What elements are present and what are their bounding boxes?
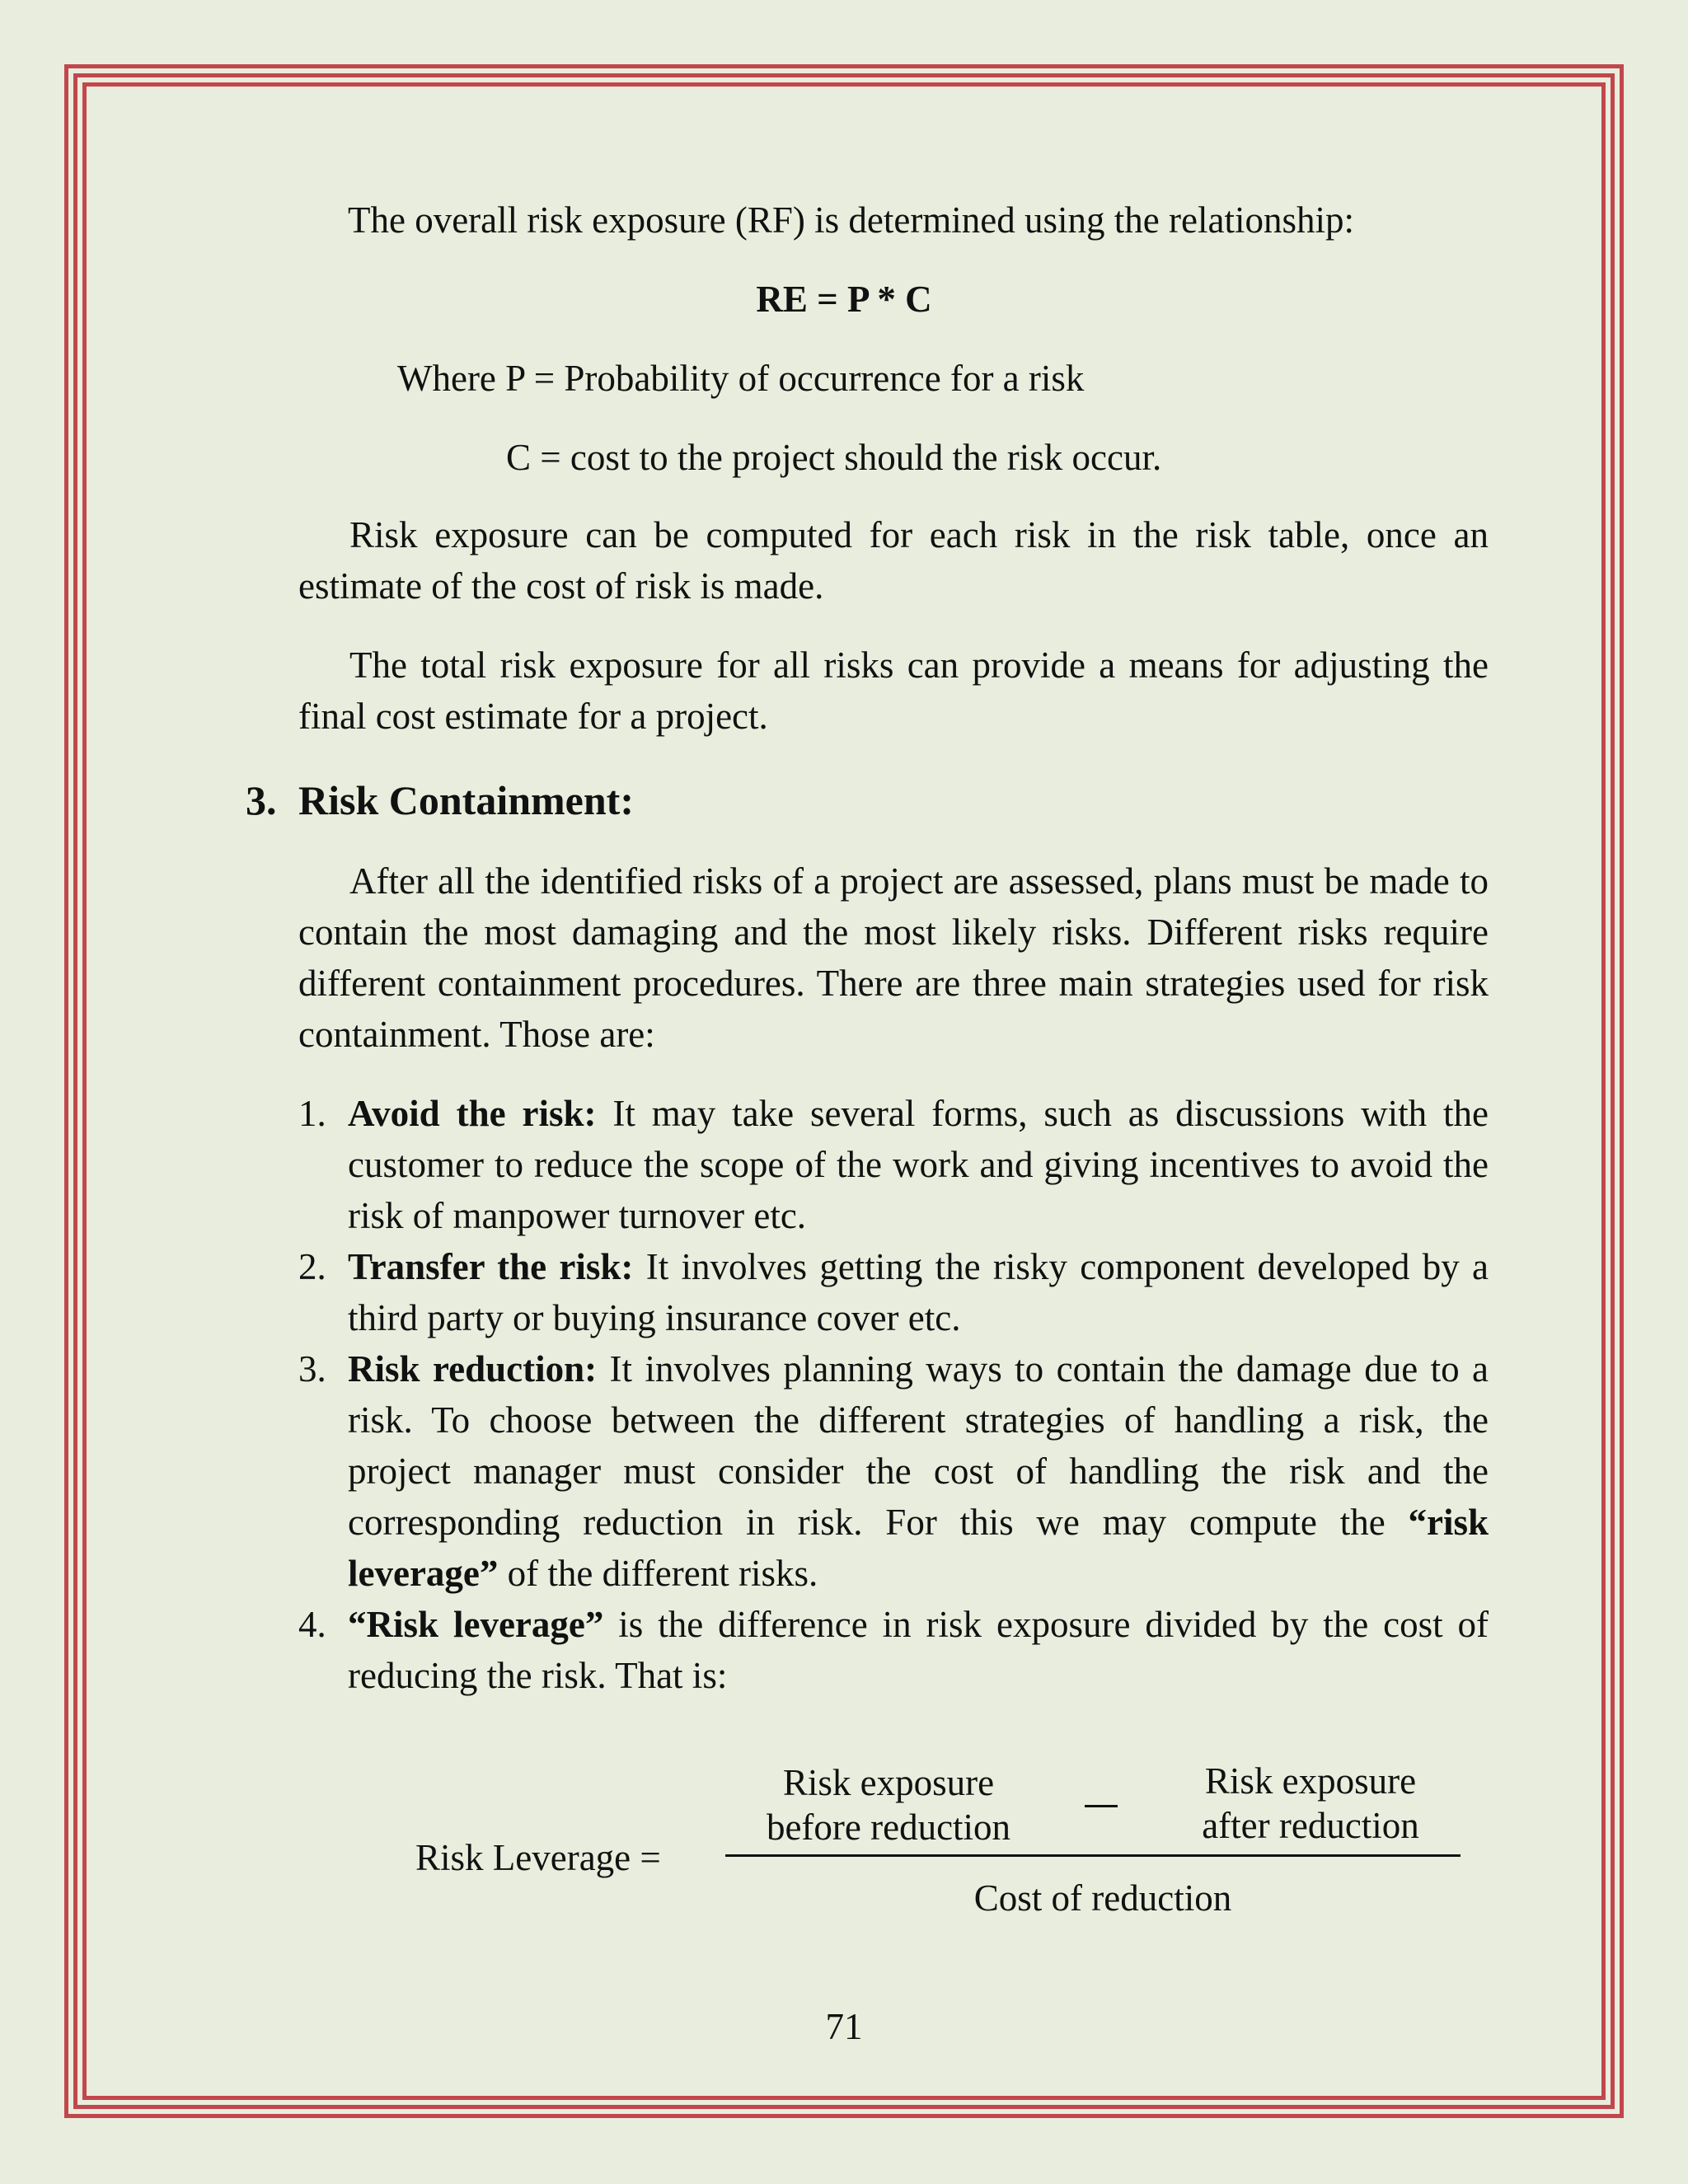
denominator: Cost of reduction [973, 1877, 1232, 1919]
numerator-after-line1: Risk exposure [1204, 1760, 1417, 1802]
intro-line: The overall risk exposure (RF) is determined using the relationship: [348, 199, 1354, 241]
list-term: Transfer the risk: [348, 1246, 634, 1287]
numerator-before-line1: Risk exposure [782, 1762, 995, 1803]
list-description: is the difference in risk exposure divided by the cost of reducing the risk. That is: [348, 1604, 1489, 1696]
risk-leverage-label: Risk Leverage = [415, 1837, 661, 1878]
page-number: 71 [825, 2006, 863, 2047]
list-term: Avoid the risk: [348, 1093, 597, 1134]
numerator-before-line2: before reduction [766, 1807, 1011, 1848]
list-term: “Risk leverage” [348, 1604, 604, 1645]
list-text [348, 1599, 1489, 1701]
list-description-end: of the different risks. [498, 1553, 818, 1594]
minus-sign [1085, 1805, 1118, 1807]
list-text [348, 1343, 1489, 1599]
list-item-reduction [298, 1343, 1489, 1599]
section-number: 3. [246, 777, 277, 823]
numerator-after [1170, 1759, 1451, 1848]
paragraph-risk-exposure: Risk exposure can be computed for each risk in the risk table, once an estimate of the cost of risk is made. [298, 514, 1489, 607]
list-number: 2. [298, 1246, 326, 1287]
numerator-after-line2: after reduction [1202, 1805, 1419, 1846]
paragraph-total-risk: The total risk exposure for all risks can provide a means for adjusting the final cost estimate for a project. [298, 644, 1489, 737]
list-term-leverage: “risk leverage” [348, 1502, 1489, 1594]
list-item-avoid [298, 1088, 1489, 1241]
list-description: It involves planning ways to contain the damage due to a risk. To choose between the different strategies of handling a risk, the project manager must consider the cost of handling the risk and the corresponding reduction in risk. For this we may compute the [348, 1348, 1489, 1543]
list-item-transfer [298, 1241, 1489, 1343]
where-c-line: C = cost to the project should the risk occur. [506, 437, 1162, 478]
formula-re: RE = P * C [756, 279, 932, 320]
list-text [348, 1241, 1489, 1343]
list-item-leverage [298, 1599, 1489, 1701]
list-number: 3. [298, 1348, 326, 1390]
list-description: It involves getting the risky component developed by a third party or buying insurance cover etc. [348, 1246, 1489, 1338]
where-p-line: Where P = Probability of occurrence for a risk [397, 358, 1085, 399]
section-title: Risk Containment: [298, 777, 634, 823]
list-description: It may take several forms, such as discussions with the customer to reduce the scope of the work and giving incentives to avoid the risk of manpower turnover etc. [348, 1093, 1489, 1236]
list-number: 1. [298, 1093, 326, 1134]
fraction-bar [725, 1854, 1461, 1857]
section-heading [246, 775, 634, 826]
list-text [348, 1088, 1489, 1241]
numerator-before [742, 1760, 1035, 1849]
list-term: Risk reduction: [348, 1348, 598, 1390]
list-number: 4. [298, 1604, 326, 1645]
paragraph-containment: After all the identified risks of a project are assessed, plans must be made to contain the most damaging and the most likely risks. Different risks require different containment procedures. There are three main strategies used for risk containment. Those are: [298, 860, 1489, 1055]
